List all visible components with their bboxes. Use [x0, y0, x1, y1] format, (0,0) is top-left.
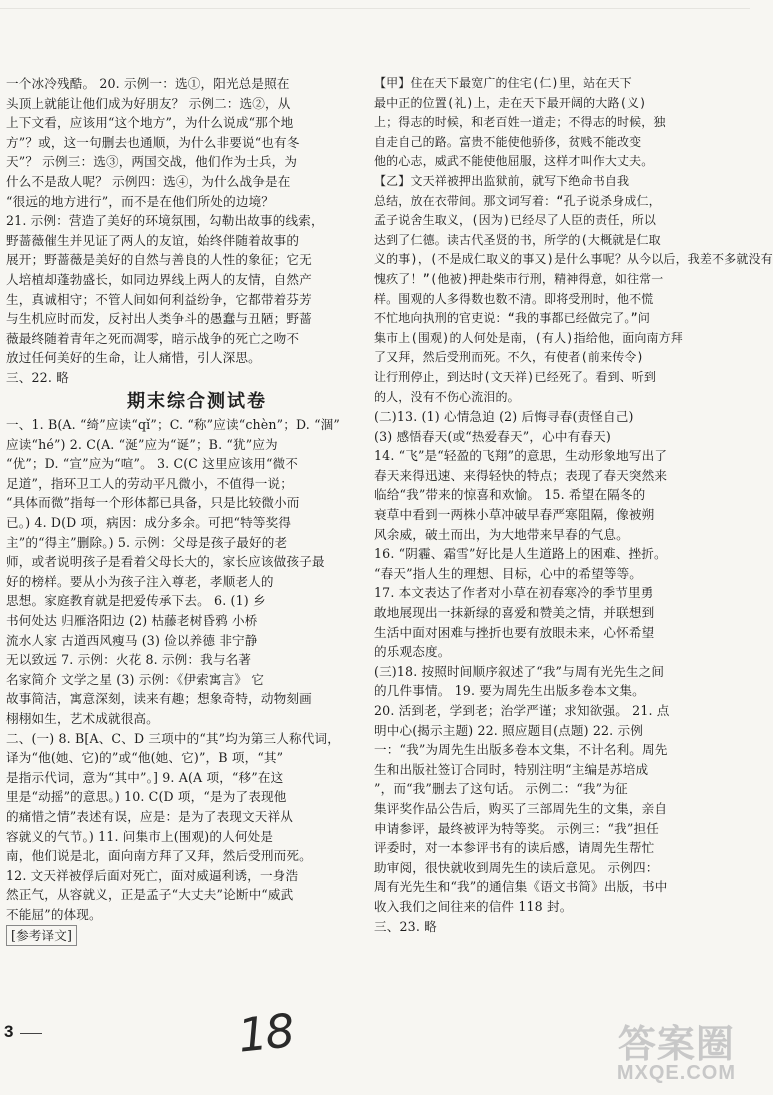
reference-translation-text [374, 74, 773, 407]
reading-answer-line: ”，而“我”删去了这句话。 示例二：“我”为征 [374, 781, 628, 797]
exam-title: 期末综合测试卷 [127, 390, 267, 412]
answer-block-reading [374, 407, 730, 916]
reading-answer-line: 申请参评，最终被评为特等奖。 示例三：“我”担任 [374, 820, 659, 836]
unit-review-answer-line: “很远的地方进行”，而不是在他们所处的边境？ [6, 193, 275, 209]
reference-translation-label: [参考译文] [6, 925, 358, 947]
final-exam-answer-line: 无以致远 7. 示例：火花 8. 示例：我与名著 [6, 652, 252, 668]
final-exam-answer-line: “具体而微”指每一个形体都已具备，只是比较微小而 [6, 495, 300, 511]
translation-line: 愧疚了！”(他被)押赴柴市行刑，精神得意，如往常一 [374, 271, 664, 286]
reading-answer-line: 临给“我”带来的惊喜和欢愉。 15. 希望在隔冬的 [374, 487, 646, 503]
final-exam-answer-line: 是指示代词，意为“其中”。] 9. A(A 项，“移”在这 [6, 769, 284, 785]
translation-line: 他的心志，威武不能使他屈服，这样才叫作大丈夫。 [374, 154, 654, 169]
translation-line: 最中正的位置(礼)上，走在天下最开阔的大路(义) [374, 95, 647, 110]
final-exam-answer-line: 足道”，指环卫工人的劳动平凡微小，不值得一说； [6, 475, 293, 491]
final-exam-answer-line: 好的榜样。要从小为孩子注入尊老，孝顺老人的 [6, 573, 274, 589]
translation-line: 不忙地向执刑的官吏说：“我的事都已经做完了。”问 [374, 311, 651, 326]
final-exam-answer-line: 主”的“得主”删除。) 5. 示例：父母是孩子最好的老 [6, 534, 288, 550]
reading-answer-line: 风余威，破土而出，为大地带来早春的气息。 [374, 526, 629, 542]
watermark-logo: 答案圈 [617, 1022, 735, 1066]
translation-line: 自走自己的路。富贵不能使他骄侈，贫贱不能改变 [374, 134, 642, 149]
reading-answer-line: 生和出版社签订合同时，特别注明“主编是苏培成 [374, 761, 649, 777]
translation-line: 样。围观的人多得数也数不清。即将受刑时，他不慌 [374, 291, 654, 306]
reading-answer-line: 14. “飞”是“轻盈的飞翔”的意思，生动形象地写出了 [374, 448, 668, 464]
reading-answer-line: 17. 本文表达了作者对小草在初春寒冷的季节里勇 [374, 585, 654, 601]
translation-line: 【乙】文天祥被押出监狱前，就写下绝命书自我 [374, 173, 630, 188]
final-exam-answer-line: 容就义的气节。) 11. 问集市上(围观)的人何处是 [6, 828, 274, 844]
reading-answer-line: 春天来得迅速、来得轻快的特点；表现了春天突然来 [374, 467, 668, 483]
final-exam-answer-line: 名家简介 文学之星 (3) 示例：《伊索寓言》 它 [6, 671, 264, 687]
reading-answer-line: 明中心(揭示主题) 22. 照应题目(点题) 22. 示例 [374, 722, 643, 738]
unit-review-answer-line: 一个冰冷残酷。 20. 示例一：选①，阳光总是照在 [6, 76, 290, 91]
final-exam-answer-line: 南，他们说是北，面向南方拜了又拜，然后受刑而死。 [6, 848, 312, 864]
reading-answer-line: 衰草中看到一两株小草冲破早春严寒阻隔，像被朔 [374, 507, 655, 523]
right-column [374, 74, 773, 936]
final-exam-answer-line: 已。) 4. D(D 项，病因：成分多余。可把“特等奖得 [6, 515, 292, 531]
translation-line: 了又拜，然后受刑而死。不久，有使者(前来传令) [374, 350, 644, 365]
reading-answer-line: 集评奖作品公告后，购买了三部周先生的文集，亲自 [374, 800, 668, 816]
section-three-answer: 三、22. 略 [6, 369, 69, 385]
answer-block-final-exam [6, 415, 358, 924]
reading-answer-line: 生活中面对困难与挫折也要有放眼未来，心怀希望 [374, 624, 655, 640]
reading-answer-line: (二)13. (1) 心情急迫 (2) 后悔寻春(责怪自己) [374, 409, 634, 425]
reading-answer-line: 助审阅，很快就收到周先生的读后意见。 示例四： [374, 859, 659, 875]
unit-review-answer-line: 放过任何美好的生命，让人痛惜，引人深思。 [6, 350, 261, 366]
site-watermark [617, 1013, 736, 1085]
translation-line: 总结，放在衣带间。那文词写着：“孔子说杀身成仁， [374, 193, 661, 208]
reading-answer-line: 16. “阴霾、霜雪”好比是人生道路上的困难、挫折。 [374, 546, 667, 562]
unit-review-answer-line: 什么不是敌人呢？ 示例四：选④，为什么战争是在 [6, 173, 291, 189]
final-exam-answer-line: 然正气，从容就义，正是孟子“大丈夫”论断中“威武 [6, 887, 294, 903]
final-exam-answer-line: 译为“他(她、它)的”或“他(她、它)”，B 项，“其” [6, 750, 284, 766]
final-exam-answer-line: 里是“动摇”的意思。) 10. C(D 项，“是为了表现他 [6, 789, 287, 805]
handwritten-page-note: 18 [235, 1003, 296, 1063]
scan-artifact [0, 8, 750, 9]
page-number-rule [20, 1033, 42, 1034]
unit-review-answer-line: 野蔷薇催生并见证了两人的友谊，始终伴随着故事的 [6, 232, 300, 248]
reading-answer-line: 的乐观态度。 [374, 644, 451, 660]
unit-review-answer-line: 21. 示例：营造了美好的环境氛围，勾勒出故事的线索， [6, 213, 324, 229]
page-number: 3 [4, 1022, 14, 1041]
reading-answer-line: 20. 活到老，学到老；治学严谨；求知欲强。 21. 点 [374, 703, 670, 718]
final-exam-answer-line: 一、1. B(A. “绮”应读“qǐ”；C. “称”应读“chèn”；D. “涸” [6, 417, 341, 433]
unit-review-answer-line: 人培植却蓬勃盛长，如同边界线上两人的友情，自然产 [6, 271, 312, 287]
unit-review-answer-line: 天”？ 示例三：选③，两国交战，他们作为士兵，为 [6, 154, 298, 170]
final-exam-answer-line: 师，或者说明孩子是看着父母长大的，家长应该做孩子最 [6, 554, 325, 570]
reading-answer-line: 的几件事情。 19. 要为周先生出版多卷本文集。 [374, 683, 645, 699]
final-exam-answer-line: 书何处达 归雁洛阳边 (2) 枯藤老树昏鸦 小桥 [6, 613, 258, 629]
reading-answer-line: 敢地展现出一抹新绿的喜爱和赞美之情，并联想到 [374, 605, 655, 621]
reading-answer-line: 一：“我”为周先生出版多卷本文集，不计名利。周先 [374, 742, 668, 758]
final-exam-answer-line: 的痛惜之情”表述有误，应是：是为了表现文天祥从 [6, 808, 293, 824]
unit-review-answer-line: 头顶上就能让他们成为好朋友？ 示例二：选②，从 [6, 95, 291, 111]
unit-review-answer-line: 上下文看，应该用“这个地方”，为什么说成“那个地 [6, 115, 294, 131]
translation-line: 达到了仁德。读古代圣贤的书，所学的(大概就是仁取 [374, 232, 661, 247]
reading-answer-line: “春天”指人生的理想、目标，心中的希望等等。 [374, 565, 643, 581]
final-exam-answer-line: 二、(一) 8. B[A、C、D 三项中的“其”均为第三人称代词， [6, 730, 340, 746]
unit-review-answer-line: 方”？或，这一句删去也通顺，为什么非要说“也有冬 [6, 134, 300, 150]
translation-line: 孟子说舍生取义，(因为)已经尽了人臣的责任，所以 [374, 213, 657, 228]
reading-answer-line: 周有光先生和“我”的通信集《语文书简》出版，书中 [374, 879, 668, 895]
translation-line: 让行刑停止，到达时(文天祥)已经死了。看到、听到 [374, 369, 657, 384]
watermark-site: MXQE.COM [616, 1062, 736, 1084]
final-exam-answer-line: “优”；D. “宣”应为“喧”。 3. C(C 这里应该用“微不 [6, 456, 299, 472]
reading-answer-line: 评委时，对一本参评书有的读后感，请周先生帮忙 [374, 840, 655, 856]
reading-answer-line: 收入我们之间往来的信件 118 封。 [374, 898, 573, 914]
reading-answer-line: (3) 感悟春天(或“热爱春天”，心中有春天) [374, 428, 611, 444]
final-exam-answer-line: 故事简洁，寓意深刻，读来有趣；想象奇特，动物刻画 [6, 691, 312, 707]
unit-review-answer-line: 薇最终随着青年之死而凋零，暗示战争的死亡之吻不 [6, 330, 300, 346]
translation-line: 义的事)，(不是成仁取义的事又)是什么事呢？从今以后，我差不多就没有 [374, 252, 773, 267]
final-exam-answer-line: 不能屈”的体现。 [6, 906, 102, 922]
unit-review-answer-line: 生，真诚相守；不管人间如何利益纷争，它都带着芬芳 [6, 291, 312, 307]
unit-review-answer-line: 与生机应时而发，反衬出人类争斗的愚蠢与丑陋；野蔷 [6, 311, 312, 327]
final-exam-answer-line: 思想。家庭教育就是把爱传承下去。 6. (1) 乡 [6, 593, 266, 609]
translation-line: 【甲】住在天下最宽广的住宅(仁)里，站在天下 [374, 76, 632, 90]
translation-line: 的人，没有不伤心流泪的。 [374, 389, 520, 404]
translation-line: 上；得志的时候，和老百姓一道走；不得志的时候，独 [374, 115, 666, 130]
reading-answer-line: (三)18. 按照时间顺序叙述了“我”与周有光先生之间 [374, 663, 665, 679]
final-exam-answer-line: 12. 文天祥被俘后面对死亡，面对威逼利诱，一身浩 [6, 867, 299, 883]
translation-line: 集市上(围观)的人何处是南，(有人)指给他，面向南方拜 [374, 330, 683, 345]
final-exam-answer-line: 栩栩如生，艺术成就很高。 [6, 711, 159, 726]
unit-review-answer-line: 展开；野蔷薇是美好的自然与善良的人性的象征；它无 [6, 252, 312, 268]
left-column [6, 74, 358, 946]
final-exam-answer-line: 应读“hé”) 2. C(A. “涎”应为“诞”；B. “犹”应为 [6, 436, 278, 452]
answer-block-unit-review [6, 74, 358, 368]
final-exam-answer-line: 流水人家 古道西风瘦马 (3) 俭以养德 非宁静 [6, 632, 258, 648]
section-three-answer-right: 三、23. 略 [374, 918, 437, 934]
